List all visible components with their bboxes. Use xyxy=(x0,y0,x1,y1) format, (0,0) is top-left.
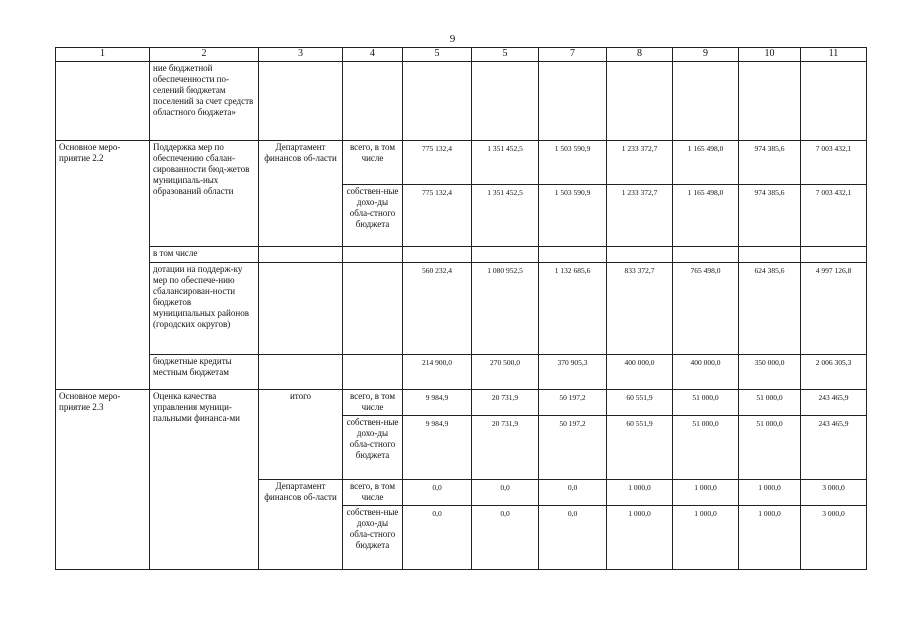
table-cell xyxy=(673,62,739,141)
header-cell: 10 xyxy=(739,48,801,62)
measure-name: Оценка качества управления муници-пальными финанса-ми xyxy=(150,390,259,570)
value-cell: 775 132,4 xyxy=(403,185,472,247)
table-cell xyxy=(343,62,403,141)
table-cell xyxy=(539,62,607,141)
executor-cell: Департамент финансов об-ласти xyxy=(259,141,343,247)
value-cell: 1 351 452,5 xyxy=(472,185,539,247)
table-cell xyxy=(739,247,801,263)
value-cell: 1 000,0 xyxy=(739,506,801,570)
value-cell: 560 232,4 xyxy=(403,263,472,355)
value-cell: 214 900,0 xyxy=(403,355,472,390)
value-cell: 50 197,2 xyxy=(539,390,607,416)
source-cell: собствен-ные дохо-ды обла-стного бюджета xyxy=(343,416,403,480)
source-cell: всего, в том числе xyxy=(343,480,403,506)
value-cell: 1 000,0 xyxy=(739,480,801,506)
table-cell xyxy=(801,247,867,263)
value-cell: 51 000,0 xyxy=(739,416,801,480)
value-cell: 4 997 126,8 xyxy=(801,263,867,355)
value-cell: 1 000,0 xyxy=(607,506,673,570)
value-cell: 1 233 372,7 xyxy=(607,185,673,247)
value-cell: 624 385,6 xyxy=(739,263,801,355)
value-cell: 1 165 498,0 xyxy=(673,185,739,247)
table-cell xyxy=(472,62,539,141)
value-cell: 51 000,0 xyxy=(739,390,801,416)
value-cell: 243 465,9 xyxy=(801,390,867,416)
subsidy-name: дотации на поддерж-ку мер по обеспече-нию сбалансирован-ности бюджетов муниципальных районов (городских округов) xyxy=(150,263,259,355)
budget-table xyxy=(55,47,867,570)
value-cell: 370 905,3 xyxy=(539,355,607,390)
measure-name: Поддержка мер по обеспечению сбалан-сированности бюд-жетов муниципаль-ных образований области xyxy=(150,141,259,247)
value-cell: 51 000,0 xyxy=(673,416,739,480)
value-cell: 400 000,0 xyxy=(673,355,739,390)
executor-cell: итого xyxy=(259,390,343,480)
value-cell: 243 465,9 xyxy=(801,416,867,480)
value-cell: 0,0 xyxy=(472,480,539,506)
source-cell: собствен-ные дохо-ды обла-стного бюджета xyxy=(343,185,403,247)
header-cell: 9 xyxy=(673,48,739,62)
table-row xyxy=(56,141,867,185)
table-cell xyxy=(259,247,343,263)
executor-cell: Департамент финансов об-ласти xyxy=(259,480,343,570)
value-cell: 1 503 590,9 xyxy=(539,141,607,185)
value-cell: 60 551,9 xyxy=(607,416,673,480)
value-cell: 0,0 xyxy=(403,480,472,506)
table-cell xyxy=(472,247,539,263)
value-cell: 20 731,9 xyxy=(472,416,539,480)
table-cell xyxy=(539,247,607,263)
value-cell: 2 006 305,3 xyxy=(801,355,867,390)
source-cell: всего, в том числе xyxy=(343,141,403,185)
measure-label: Основное меро-приятие 2.3 xyxy=(56,390,150,570)
table-cell xyxy=(56,62,150,141)
table-row xyxy=(56,62,867,141)
table-cell xyxy=(343,247,403,263)
header-cell: 1 xyxy=(56,48,150,62)
value-cell: 974 385,6 xyxy=(739,141,801,185)
header-cell: 8 xyxy=(607,48,673,62)
value-cell: 1 000,0 xyxy=(673,480,739,506)
header-cell: 2 xyxy=(150,48,259,62)
value-cell: 1 080 952,5 xyxy=(472,263,539,355)
table-cell xyxy=(607,247,673,263)
value-cell: 765 498,0 xyxy=(673,263,739,355)
value-cell: 9 984,9 xyxy=(403,390,472,416)
table-cell xyxy=(607,62,673,141)
value-cell: 974 385,6 xyxy=(739,185,801,247)
source-cell: собствен-ные дохо-ды обла-стного бюджета xyxy=(343,506,403,570)
continued-name-cell: ние бюджетной обеспеченности по-селений бюджетам поселений за счет средств областного бюджета» xyxy=(150,62,259,141)
header-cell: 4 xyxy=(343,48,403,62)
value-cell: 833 372,7 xyxy=(607,263,673,355)
value-cell: 7 003 432,1 xyxy=(801,141,867,185)
header-row xyxy=(56,48,867,62)
table-cell xyxy=(259,62,343,141)
measure-label: Основное меро-приятие 2.2 xyxy=(56,141,150,390)
value-cell: 0,0 xyxy=(472,506,539,570)
table-cell xyxy=(673,247,739,263)
table-row xyxy=(56,247,867,263)
value-cell: 350 000,0 xyxy=(739,355,801,390)
table-row xyxy=(56,263,867,355)
value-cell: 1 233 372,7 xyxy=(607,141,673,185)
value-cell: 1 503 590,9 xyxy=(539,185,607,247)
value-cell: 7 003 432,1 xyxy=(801,185,867,247)
value-cell: 775 132,4 xyxy=(403,141,472,185)
table-cell xyxy=(403,62,472,141)
page-number: 9 xyxy=(449,33,456,45)
value-cell: 3 000,0 xyxy=(801,506,867,570)
table-cell xyxy=(343,355,403,390)
value-cell: 51 000,0 xyxy=(673,390,739,416)
value-cell: 60 551,9 xyxy=(607,390,673,416)
value-cell: 0,0 xyxy=(539,480,607,506)
table-cell xyxy=(403,247,472,263)
credit-name: бюджетные кредиты местным бюджетам xyxy=(150,355,259,390)
value-cell: 0,0 xyxy=(539,506,607,570)
value-cell: 0,0 xyxy=(403,506,472,570)
value-cell: 20 731,9 xyxy=(472,390,539,416)
header-cell: 3 xyxy=(259,48,343,62)
table-cell xyxy=(801,62,867,141)
table-cell xyxy=(259,263,343,355)
header-cell: 7 xyxy=(539,48,607,62)
value-cell: 1 165 498,0 xyxy=(673,141,739,185)
incl-label: в том числе xyxy=(150,247,259,263)
header-cell: 5 xyxy=(472,48,539,62)
value-cell: 50 197,2 xyxy=(539,416,607,480)
value-cell: 1 351 452,5 xyxy=(472,141,539,185)
header-cell: 5 xyxy=(403,48,472,62)
header-cell: 11 xyxy=(801,48,867,62)
value-cell: 1 000,0 xyxy=(673,506,739,570)
value-cell: 1 132 685,6 xyxy=(539,263,607,355)
table-row xyxy=(56,355,867,390)
source-cell: всего, в том числе xyxy=(343,390,403,416)
table-row xyxy=(56,390,867,416)
value-cell: 3 000,0 xyxy=(801,480,867,506)
value-cell: 1 000,0 xyxy=(607,480,673,506)
table-cell xyxy=(259,355,343,390)
value-cell: 9 984,9 xyxy=(403,416,472,480)
value-cell: 400 000,0 xyxy=(607,355,673,390)
table-cell xyxy=(343,263,403,355)
value-cell: 270 500,0 xyxy=(472,355,539,390)
table-cell xyxy=(739,62,801,141)
